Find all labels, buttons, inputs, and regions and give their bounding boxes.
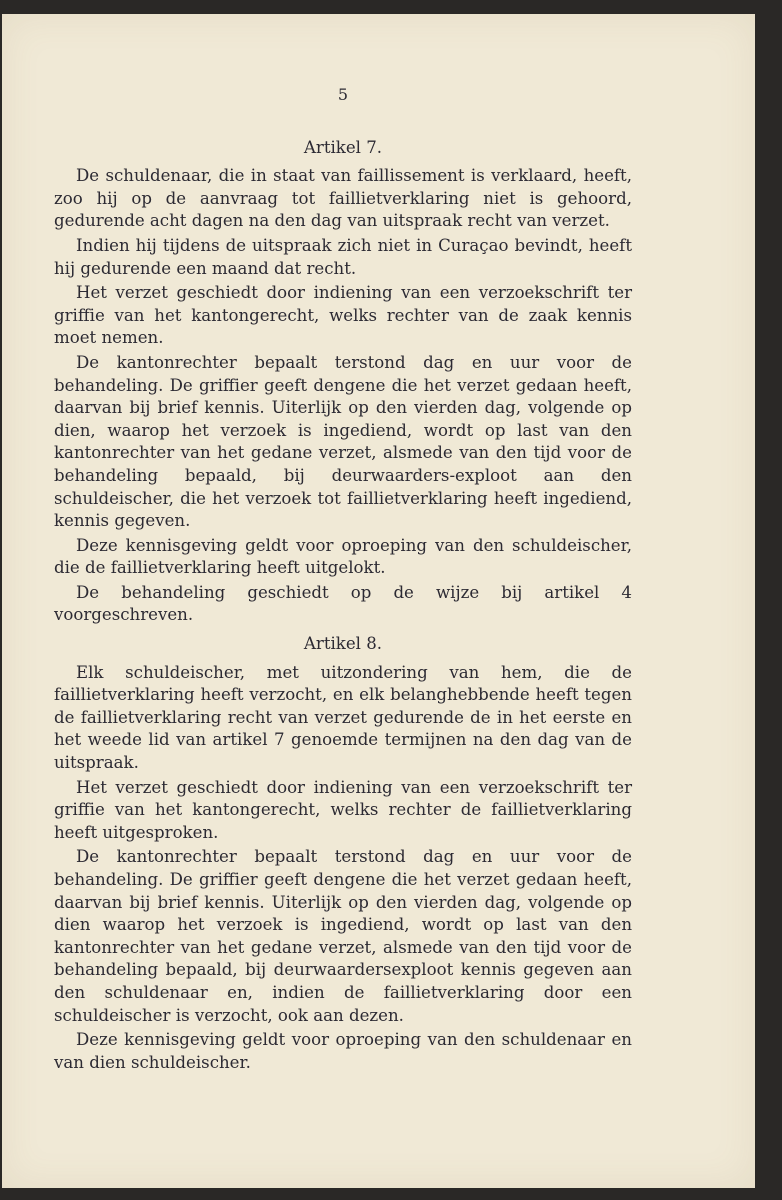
paragraph: Deze kennisgeving geldt voor oproeping van den schuldeischer, die de faillietverklaring heeft uitgelokt. (54, 535, 632, 578)
paragraph: De kantonrechter bepaalt terstond dag en uur voor de behandeling. De griffier geeft dengene die het verzet gedaan heeft, daarvan bij brief kennis. Uiterlijk op den vierden dag, volgende op dien, waarop het verzoek is ingediend, wordt op last van den kantonrechter van het gedane verzet, alsmede van den tijd voor de behandeling bepaald, bij deurwaarders-exploot aan den schuldeischer, die het verzoek tot faillietverklaring heeft ingediend, kennis gegeven. (54, 352, 632, 531)
paragraph: De schuldenaar, die in staat van faillissement is verklaard, heeft, zoo hij op de aanvraag tot faillietverklaring niet is gehoord, gedurende acht dagen na den dag van uitspraak recht van verzet. (54, 166, 632, 231)
page-content (54, 84, 632, 1080)
paragraph: Het verzet geschiedt door indiening van een verzoekschrift ter griffie van het kantongerecht, welks rechter van de zaak kennis moet nemen. (54, 283, 632, 348)
document-page (2, 14, 755, 1188)
paragraph: Indien hij tijdens de uitspraak zich niet in Curaçao bevindt, heeft hij gedurende een maand dat recht. (54, 235, 632, 278)
article-title: Artikel 7. (303, 137, 383, 157)
paragraph: Elk schuldeischer, met uitzondering van hem, die de faillietverklaring heeft verzocht, en elk belanghebbende heeft tegen de faillietverklaring recht van verzet gedurende de in het eerste en het weede lid van artikel 7 genoemde termijnen na den dag van de uitspraak. (54, 662, 632, 773)
article-title: Artikel 8. (303, 634, 383, 654)
paragraph: Het verzet geschiedt door indiening van een verzoekschrift ter griffie van het kantongerecht, welks rechter de faillietverklaring heeft uitgesproken. (54, 777, 632, 842)
paragraph: De kantonrechter bepaalt terstond dag en uur voor de behandeling. De griffier geeft dengene die het verzet gedaan heeft, daarvan bij brief kennis. Uiterlijk op den vierden dag, volgende op dien waarop het verzoek is ingediend, wordt op last van den kantonrechter van het gedane verzet, alsmede van den tijd voor de behandeling bepaald, bij deurwaardersexploot kennis gegeven aan den schuldenaar en, indien de faillietverklaring door een schuldeischer is verzocht, ook aan dezen. (54, 847, 632, 1025)
paragraph: De behandeling geschiedt op de wijze bij artikel 4 voorgeschreven. (54, 582, 632, 625)
article-8 (54, 633, 632, 1074)
article-7 (54, 137, 632, 627)
page-number: 5 (337, 85, 349, 104)
paragraph: Deze kennisgeving geldt voor oproeping van den schuldenaar en van dien schuldeischer. (54, 1030, 632, 1072)
